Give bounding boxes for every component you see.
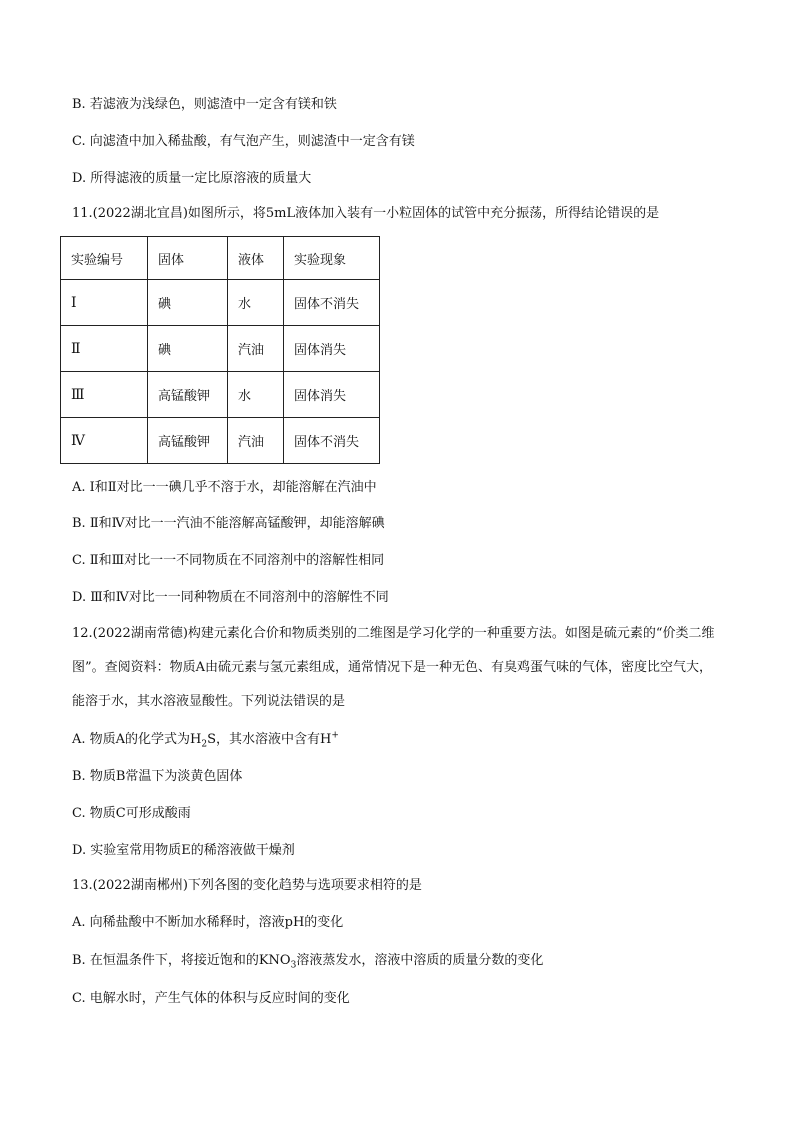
q12-option-b: B. 物质B常温下为淡黄色固体 <box>72 769 243 784</box>
q13-option-c: C. 电解水时，产生气体的体积与反应时间的变化 <box>72 991 350 1006</box>
q13-option-a: A. 向稀盐酸中不断加水稀释时，溶液pH的变化 <box>72 915 344 930</box>
table-cell: 固体不消失 <box>284 280 380 326</box>
superscript: + <box>331 730 339 741</box>
table-header-cell: 固体 <box>148 237 228 280</box>
q13-option-b-text: B. 在恒温条件下，将接近饱和的KNO <box>72 953 291 968</box>
table-row <box>61 418 380 464</box>
table-cell: 碘 <box>148 326 228 372</box>
table-cell: 汽油 <box>228 326 284 372</box>
table-row <box>61 326 380 372</box>
q11-stem: 11.(2022湖北宜昌)如图所示，将5mL液体加入装有一小粒固体的试管中充分振荡，所得结论错误的是 <box>72 206 660 221</box>
q12-option-a <box>72 730 339 750</box>
table-row <box>61 280 380 326</box>
q11-option-d: D. Ⅲ和Ⅳ对比一一同种物质在不同溶剂中的溶解性不同 <box>72 590 389 605</box>
q10-option-d: D. 所得滤液的质量一定比原溶液的质量大 <box>72 171 312 186</box>
table-cell: 碘 <box>148 280 228 326</box>
table-header-cell: 实验现象 <box>284 237 380 280</box>
q11-option-a: A. Ⅰ和Ⅱ对比一一碘几乎不溶于水，却能溶解在汽油中 <box>72 480 377 495</box>
q10-option-b: B. 若滤液为浅绿色，则滤渣中一定含有镁和铁 <box>72 97 337 112</box>
table-cell: 高锰酸钾 <box>148 372 228 418</box>
q12-stem: 12.(2022湖南常德)构建元素化合价和物质类别的二维图是学习化学的一种重要方法。如图是硫元素的“价类二维图”。查阅资料：物质A由硫元素与氢元素组成，通常情况下是一种无色、有臭鸡蛋气味的气体，密度比空气大，能溶于水，其水溶液显酸性。下列说法错误的是 <box>72 626 715 709</box>
subscript: 2 <box>201 739 208 750</box>
q13-option-b-text: 溶液蒸发水，溶液中溶质的质量分数的变化 <box>296 953 544 968</box>
table-header-cell: 实验编号 <box>61 237 148 280</box>
q11-experiment-table <box>60 236 380 464</box>
table-row <box>61 372 380 418</box>
table-cell: 汽油 <box>228 418 284 464</box>
q12-option-a-text: S，其水溶液中含有H <box>207 732 332 747</box>
table-cell: Ⅰ <box>61 280 148 326</box>
q12-option-a-text: A. 物质A的化学式为H <box>72 732 202 747</box>
table-cell: 高锰酸钾 <box>148 418 228 464</box>
subscript: 3 <box>290 960 297 971</box>
table-cell: Ⅱ <box>61 326 148 372</box>
q12-option-c: C. 物质C可形成酸雨 <box>72 806 191 821</box>
table-header-cell: 液体 <box>228 237 284 280</box>
table-header-row <box>61 237 380 280</box>
table-cell: 固体消失 <box>284 326 380 372</box>
table-cell: 固体不消失 <box>284 418 380 464</box>
q12-option-d: D. 实验室常用物质E的稀溶液做干燥剂 <box>72 843 295 858</box>
q10-option-c: C. 向滤渣中加入稀盐酸，有气泡产生，则滤渣中一定含有镁 <box>72 134 415 149</box>
q11-option-c: C. Ⅱ和Ⅲ对比一一不同物质在不同溶剂中的溶解性相同 <box>72 553 385 568</box>
table-cell: 水 <box>228 280 284 326</box>
table-cell: 水 <box>228 372 284 418</box>
q13-stem: 13.(2022湖南郴州)下列各图的变化趋势与选项要求相符的是 <box>72 878 422 893</box>
table-cell: Ⅲ <box>61 372 148 418</box>
table-cell: Ⅳ <box>61 418 148 464</box>
table-cell: 固体消失 <box>284 372 380 418</box>
q13-option-b <box>72 951 543 971</box>
q11-option-b: B. Ⅱ和Ⅳ对比一一汽油不能溶解高锰酸钾，却能溶解碘 <box>72 516 385 531</box>
